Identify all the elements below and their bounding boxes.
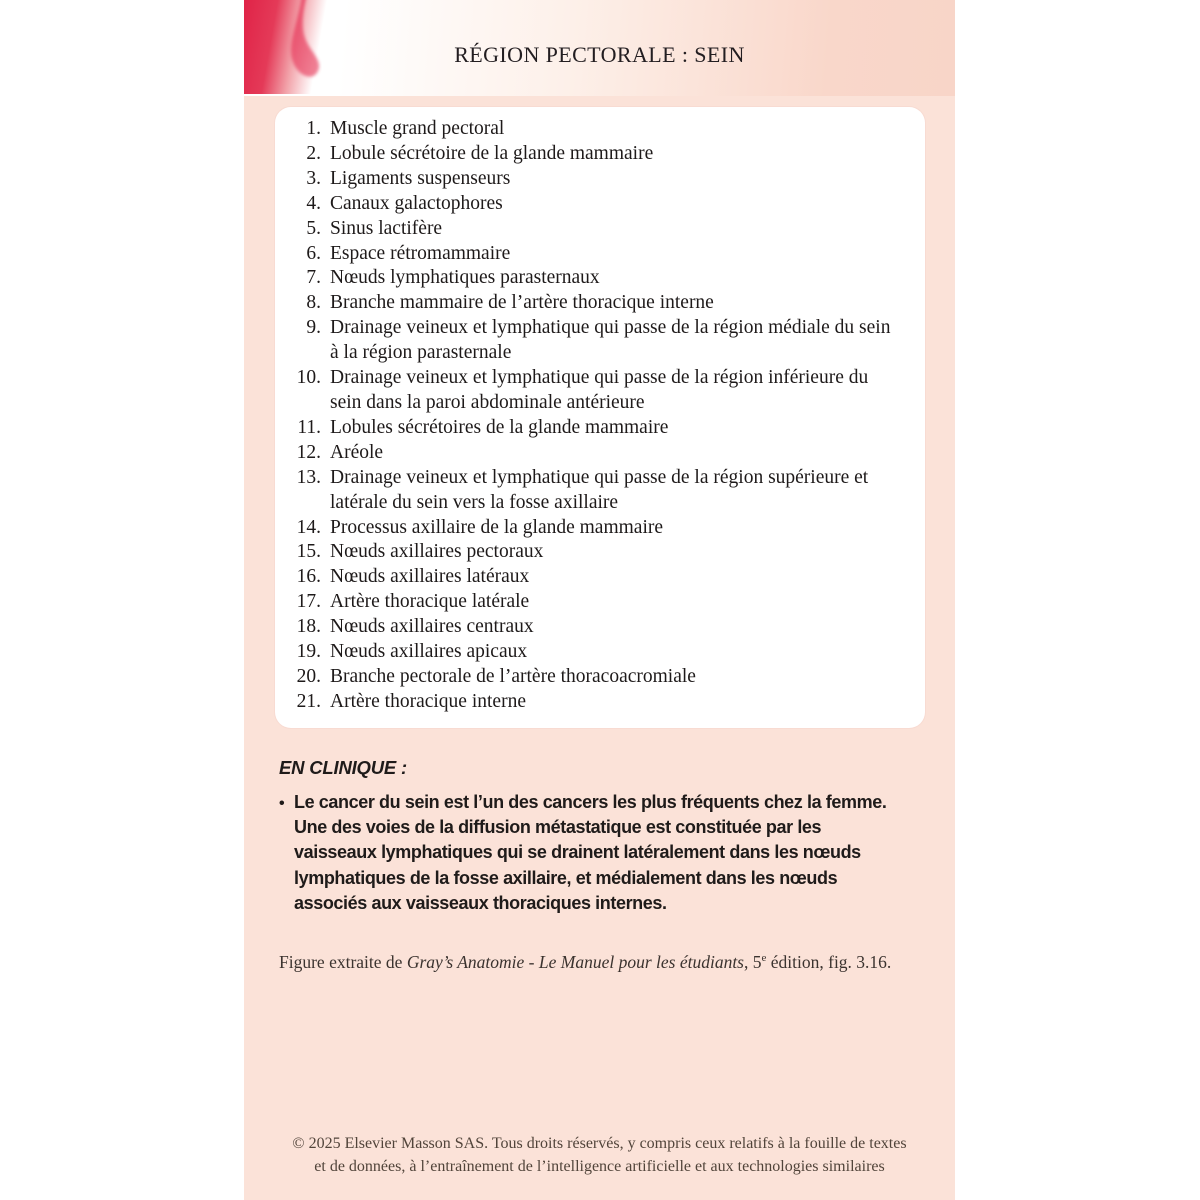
list-item-text: Muscle grand pectoral	[330, 118, 505, 139]
list-item-number: 21.	[296, 690, 321, 712]
list-item-number: 9.	[306, 317, 321, 339]
list-item	[275, 167, 925, 192]
list-item	[275, 640, 925, 665]
list-item	[275, 117, 925, 142]
list-item	[275, 266, 925, 291]
copyright-line-2: et de données, à l’entraînement de l’intelligence artificielle et aux technologies similaires	[314, 1158, 885, 1175]
list-item-number: 3.	[306, 167, 321, 189]
list-item	[275, 590, 925, 615]
list-item	[275, 416, 925, 441]
list-item	[275, 615, 925, 640]
legend-card	[275, 107, 925, 728]
list-item-text: Artère thoracique latérale	[330, 591, 530, 613]
list-item-text: Lobules sécrétoires de la glande mammaire	[330, 416, 669, 438]
list-item-text: Nœuds lymphatiques parasternaux	[330, 267, 600, 289]
list-item-number: 15.	[296, 541, 321, 563]
list-item	[275, 540, 925, 565]
list-item-text: Nœuds axillaires centraux	[330, 616, 534, 638]
list-item-text: Sinus lactifère	[330, 217, 443, 239]
clinical-bullet-item	[279, 790, 909, 916]
bullet-icon: •	[279, 795, 285, 812]
list-item-text: Nœuds axillaires latéraux	[330, 566, 530, 588]
figure-credit-superscript: e	[761, 952, 767, 965]
list-item-text: Aréole	[330, 441, 384, 463]
list-item-number: 4.	[306, 192, 321, 214]
list-item-number: 17.	[296, 591, 321, 613]
clinical-heading: EN CLINIQUE :	[279, 757, 407, 778]
list-item-number: 16.	[296, 566, 321, 588]
figure-credit-prefix: Figure extraite de	[279, 952, 407, 972]
list-item	[275, 291, 925, 316]
list-item-number: 5.	[306, 217, 321, 239]
list-item-text: Espace rétromammaire	[330, 242, 511, 264]
list-item-text: Branche pectorale de l’artère thoracoacromiale	[330, 665, 696, 687]
list-item-text: Nœuds axillaires pectoraux	[330, 541, 544, 563]
list-item	[275, 217, 925, 242]
list-item-number: 14.	[296, 516, 321, 538]
page-header	[244, 0, 955, 96]
list-item-text: Lobule sécrétoire de la glande mammaire	[330, 142, 654, 164]
list-item	[275, 316, 925, 366]
list-item	[275, 665, 925, 690]
list-item-number: 10.	[296, 367, 321, 389]
list-item-number: 2.	[306, 142, 321, 164]
document-page	[244, 0, 955, 1200]
list-item-number: 7.	[306, 267, 321, 289]
figure-credit	[279, 952, 929, 973]
list-item-number: 18.	[296, 616, 321, 638]
list-item-number: 11.	[297, 416, 321, 438]
list-item	[275, 142, 925, 167]
copyright-footer	[244, 1132, 955, 1178]
list-item	[275, 516, 925, 541]
list-item-number: 8.	[306, 292, 321, 314]
list-item-text: Drainage veineux et lymphatique qui passe de la région médiale du sein à la région parasternale	[330, 317, 891, 364]
figure-credit-mid: , 5	[744, 952, 762, 972]
list-item	[275, 466, 925, 516]
figure-credit-book-title: Gray’s Anatomie - Le Manuel pour les étudiants	[406, 952, 744, 972]
list-item-number: 19.	[296, 641, 321, 663]
anatomy-list	[275, 117, 925, 715]
list-item-number: 6.	[306, 242, 321, 264]
list-item-text: Processus axillaire de la glande mammaire	[330, 516, 664, 538]
list-item	[275, 242, 925, 267]
list-item	[275, 441, 925, 466]
list-item	[275, 565, 925, 590]
list-item-text: Nœuds axillaires apicaux	[330, 641, 528, 663]
copyright-line-1: © 2025 Elsevier Masson SAS. Tous droits réservés, y compris ceux relatifs à la fouille de textes	[292, 1135, 907, 1152]
list-item-text: Ligaments suspenseurs	[330, 167, 511, 189]
figure-credit-suffix: édition, fig. 3.16.	[766, 952, 892, 972]
list-item	[275, 690, 925, 715]
page-title: RÉGION PECTORALE : SEIN	[454, 42, 745, 67]
list-item	[275, 192, 925, 217]
clinical-note-section	[279, 757, 909, 916]
list-item-text: Drainage veineux et lymphatique qui passe de la région inférieure du sein dans la paroi abdominale antérieure	[330, 367, 869, 413]
list-item-text: Artère thoracique interne	[330, 690, 526, 712]
list-item-number: 12.	[296, 441, 321, 463]
list-item-number: 20.	[296, 665, 321, 687]
list-item-number: 1.	[306, 118, 321, 139]
list-item	[275, 366, 925, 416]
list-item-text: Canaux galactophores	[330, 192, 503, 214]
list-item-number: 13.	[296, 466, 321, 488]
list-item-text: Branche mammaire de l’artère thoracique interne	[330, 292, 714, 314]
clinical-text: Le cancer du sein est l’un des cancers les plus fréquents chez la femme. Une des voies de la diffusion métastatique est constituée par les vaisseaux lymphatiques qui se drainent latéralement dans les nœuds lymphatiques de la fosse axillaire, et médialement dans les nœuds associés aux vaisseaux thoraciques internes.	[294, 792, 887, 913]
list-item-text: Drainage veineux et lymphatique qui passe de la région supérieure et latérale du sein vers la fosse axillaire	[330, 466, 869, 513]
